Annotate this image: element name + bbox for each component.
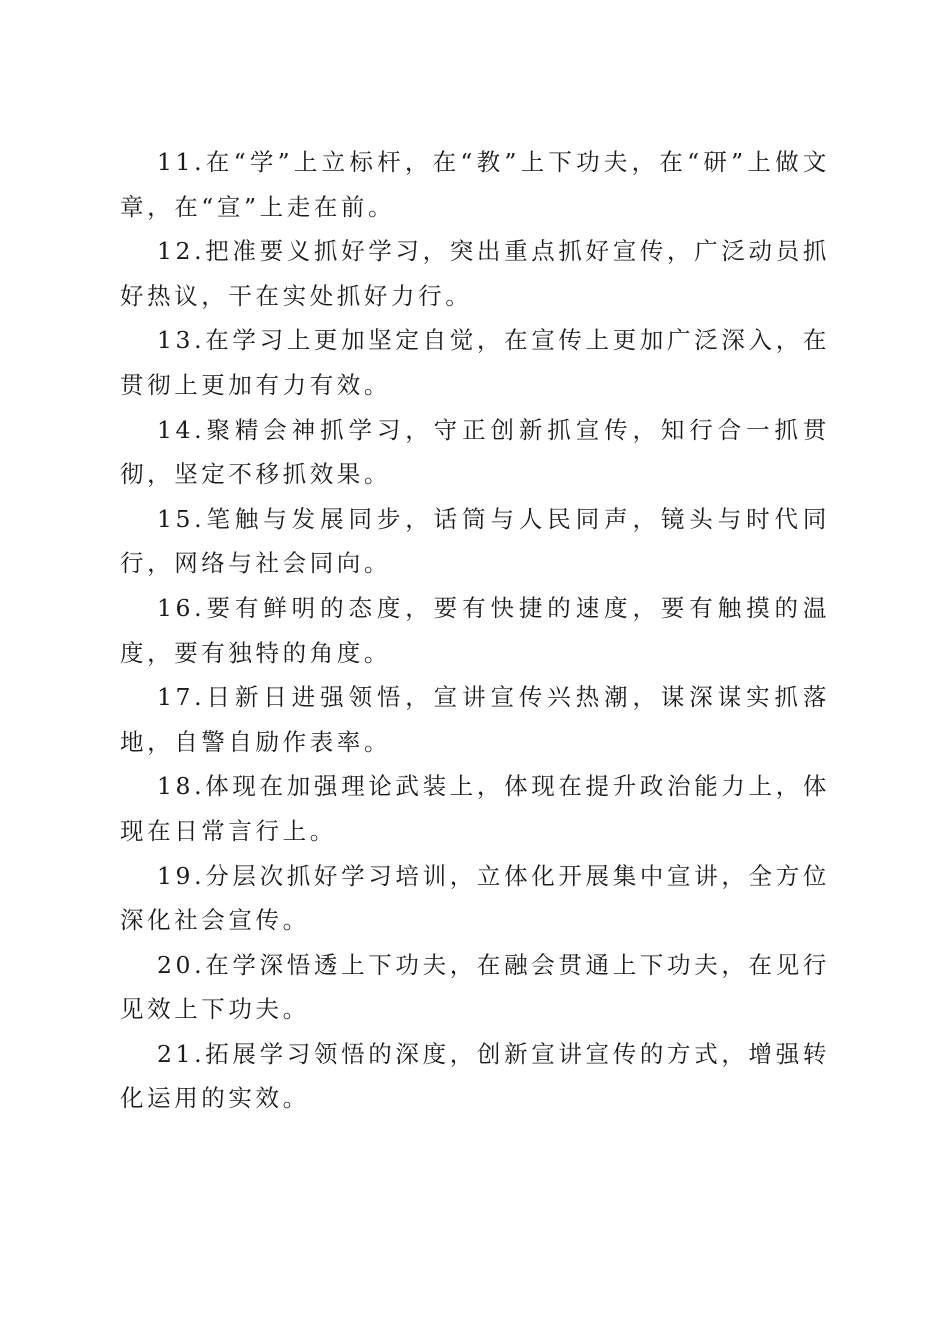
list-item-15: 15.笔触与发展同步，话筒与人民同声，镜头与时代同行，网络与社会同向。 — [120, 504, 830, 578]
document-body — [120, 140, 830, 1121]
list-item-21: 21.拓展学习领悟的深度，创新宣讲宣传的方式，增强转化运用的实效。 — [120, 1039, 830, 1113]
list-item-18: 18.体现在加强理论武装上，体现在提升政治能力上，体现在日常言行上。 — [120, 772, 830, 845]
list-item-11: 11.在“学”上立标杆，在“教”上下功夫，在“研”上做文章，在“宣”上走在前。 — [120, 148, 830, 221]
list-item-19: 19.分层次抓好学习培训，立体化开展集中宣讲，全方位深化社会宣传。 — [120, 861, 830, 935]
list-item-17: 17.日新日进强领悟，宣讲宣传兴热潮，谋深谋实抓落地，自警自励作表率。 — [120, 683, 830, 756]
list-item-13: 13.在学习上更加坚定自觉，在宣传上更加广泛深入，在贯彻上更加有力有效。 — [120, 326, 830, 399]
list-item-20: 20.在学深悟透上下功夫，在融会贯通上下功夫，在见行见效上下功夫。 — [120, 950, 830, 1024]
list-item-14: 14.聚精会神抓学习，守正创新抓宣传，知行合一抓贯彻，坚定不移抓效果。 — [120, 415, 830, 489]
list-item-16: 16.要有鲜明的态度，要有快捷的速度，要有触摸的温度，要有独特的角度。 — [120, 593, 830, 667]
list-item-12: 12.把准要义抓好学习，突出重点抓好宣传，广泛动员抓好热议，干在实处抓好力行。 — [120, 237, 830, 310]
